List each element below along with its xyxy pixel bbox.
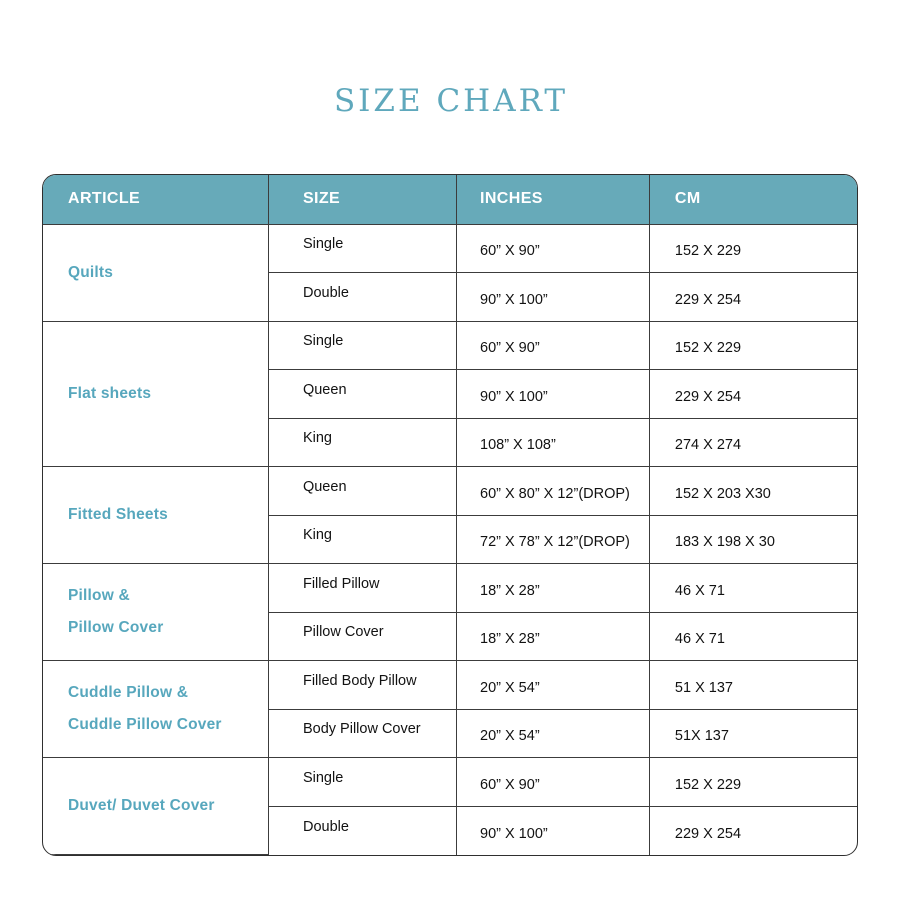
cm-value: 229 X 254 xyxy=(674,825,742,842)
size-cell xyxy=(268,661,456,710)
inches-cell xyxy=(457,273,650,322)
inches-value: 18” X 28” xyxy=(480,582,540,599)
size-cell xyxy=(268,321,456,370)
cm-value: 46 X 71 xyxy=(674,582,725,599)
article-label: Quilts xyxy=(68,263,114,281)
size-value: Double xyxy=(302,818,349,835)
header-cell-article: ARTICLE xyxy=(43,175,268,224)
size-cell xyxy=(268,709,456,758)
cm-cell xyxy=(649,564,857,613)
article-cell xyxy=(43,661,268,758)
cm-value: 51X 137 xyxy=(674,728,729,745)
group-cuddle-pillow xyxy=(43,661,857,758)
cm-cell xyxy=(649,806,857,855)
inches-cell xyxy=(457,758,650,807)
size-cell xyxy=(268,224,456,273)
article-cell xyxy=(43,758,268,855)
size-value: Body Pillow Cover xyxy=(302,721,421,738)
inches-value: 60” X 90” xyxy=(480,776,540,793)
cm-cell xyxy=(649,321,857,370)
size-cell xyxy=(268,273,456,322)
group-quilts xyxy=(43,224,857,321)
inches-cell xyxy=(457,418,650,467)
table-row xyxy=(43,661,857,710)
cm-value: 229 X 254 xyxy=(674,388,742,405)
article-label: Duvet/ Duvet Cover xyxy=(68,797,215,814)
size-chart-table xyxy=(43,175,857,855)
table-row xyxy=(43,321,857,370)
header-cell-size: SIZE xyxy=(268,175,456,224)
cm-cell xyxy=(649,612,857,661)
inches-value: 60” X 90” xyxy=(480,340,540,357)
article-label: Fitted Sheets xyxy=(68,506,168,523)
article-label: Cuddle Pillow & xyxy=(68,684,189,701)
article-cell xyxy=(43,224,268,321)
inches-cell xyxy=(457,612,650,661)
cm-cell xyxy=(649,758,857,807)
group-fitted-sheets xyxy=(43,467,857,564)
size-cell xyxy=(268,612,456,661)
header-cell-cm: CM xyxy=(649,175,857,224)
size-value: Single xyxy=(302,333,344,350)
size-chart-table-container xyxy=(42,174,858,856)
cm-value: 152 X 229 xyxy=(674,340,742,357)
inches-value: 72” X 78” X 12”(DROP) xyxy=(480,534,630,551)
cm-value: 46 X 71 xyxy=(674,631,725,648)
inches-cell xyxy=(457,224,650,273)
inches-cell xyxy=(457,370,650,419)
group-duvet xyxy=(43,758,857,855)
table-row xyxy=(43,758,857,807)
table-row xyxy=(43,224,857,273)
inches-value: 18” X 28” xyxy=(480,631,540,648)
cm-value: 152 X 229 xyxy=(674,776,742,793)
inches-cell xyxy=(457,661,650,710)
inches-cell xyxy=(457,564,650,613)
size-cell xyxy=(268,370,456,419)
inches-value: 90” X 100” xyxy=(480,291,548,308)
inches-cell xyxy=(457,709,650,758)
size-cell xyxy=(268,806,456,855)
page-title: SIZE CHART xyxy=(333,83,569,119)
inches-value: 90” X 100” xyxy=(480,825,548,842)
inches-cell xyxy=(457,321,650,370)
cm-cell xyxy=(649,273,857,322)
cm-value: 152 X 229 xyxy=(674,243,742,260)
article-cell xyxy=(43,321,268,467)
inches-cell xyxy=(457,467,650,516)
size-value: Double xyxy=(302,284,349,301)
article-cell xyxy=(43,467,268,564)
article-label: Pillow Cover xyxy=(68,619,164,636)
article-cell xyxy=(43,564,268,661)
cm-value: 152 X 203 X30 xyxy=(674,485,771,502)
size-cell xyxy=(268,467,456,516)
size-cell xyxy=(268,564,456,613)
inches-value: 20” X 54” xyxy=(480,679,540,696)
size-value: King xyxy=(302,527,332,544)
article-label: Cuddle Pillow Cover xyxy=(68,716,222,733)
size-value: Single xyxy=(302,236,344,253)
group-pillow xyxy=(43,564,857,661)
inches-value: 108” X 108” xyxy=(480,437,556,454)
size-value: Queen xyxy=(302,478,347,495)
cm-cell xyxy=(649,418,857,467)
cm-cell xyxy=(649,661,857,710)
cm-value: 183 X 198 X 30 xyxy=(674,534,775,551)
article-label: Flat sheets xyxy=(68,384,152,402)
table-row xyxy=(43,467,857,516)
cm-value: 274 X 274 xyxy=(674,437,742,454)
size-cell xyxy=(268,758,456,807)
cm-cell xyxy=(649,515,857,564)
table-header-row xyxy=(43,175,857,224)
size-cell xyxy=(268,418,456,467)
cm-cell xyxy=(649,709,857,758)
size-value: King xyxy=(302,430,332,447)
cm-cell xyxy=(649,224,857,273)
inches-value: 60” X 80” X 12”(DROP) xyxy=(480,485,630,502)
inches-value: 90” X 100” xyxy=(480,388,548,405)
inches-cell xyxy=(457,806,650,855)
size-value: Pillow Cover xyxy=(302,624,384,641)
cm-cell xyxy=(649,467,857,516)
inches-value: 60” X 90” xyxy=(480,243,540,260)
size-value: Filled Body Pillow xyxy=(302,672,417,689)
size-value: Single xyxy=(302,769,344,786)
cm-value: 51 X 137 xyxy=(674,679,733,696)
cm-value: 229 X 254 xyxy=(674,291,742,308)
header-cell-inches: INCHES xyxy=(457,175,650,224)
inches-value: 20” X 54” xyxy=(480,728,540,745)
size-value: Filled Pillow xyxy=(302,575,380,592)
group-flat-sheets xyxy=(43,321,857,467)
cm-cell xyxy=(649,370,857,419)
table-row xyxy=(43,564,857,613)
article-label: Pillow & xyxy=(68,587,130,604)
inches-cell xyxy=(457,515,650,564)
size-value: Queen xyxy=(302,381,347,398)
size-cell xyxy=(268,515,456,564)
